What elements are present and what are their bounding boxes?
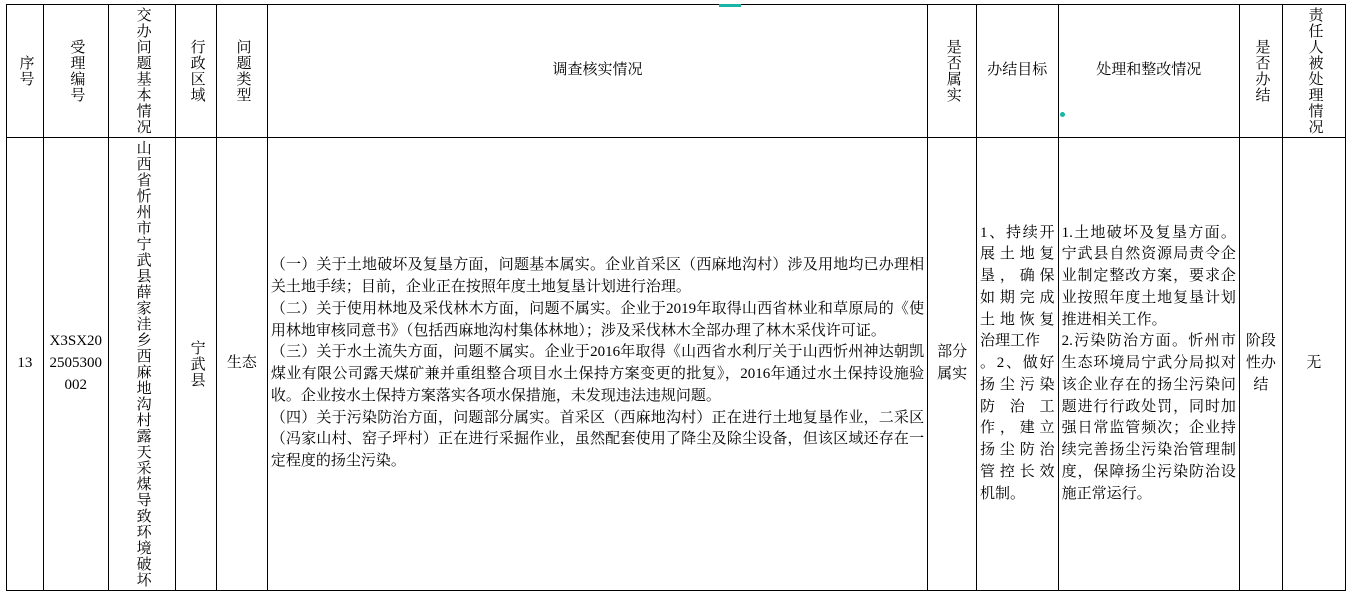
header-investigation [267, 5, 927, 138]
cell-region [176, 138, 217, 591]
document-page [0, 4, 1354, 588]
cell-type: 生态 [216, 138, 267, 591]
cell-handling [1058, 138, 1239, 591]
header-seq [7, 5, 44, 138]
header-investigation-label: 调查核实情况 [552, 62, 643, 79]
report-table [6, 4, 1346, 591]
header-is-done-label: 是否办结 [1253, 39, 1270, 103]
cell-investigation [267, 138, 927, 591]
header-responsible-label: 责任人被处理情况 [1306, 7, 1323, 135]
teal-dot-marker [1060, 112, 1065, 117]
header-goal-label: 办结目标 [987, 62, 1048, 79]
cell-basic-situation [108, 138, 175, 591]
cell-region-text: 宁武县 [188, 340, 205, 388]
header-type-label: 问题类型 [234, 39, 251, 103]
header-handling [1058, 5, 1239, 138]
header-code [43, 5, 108, 138]
table-row [7, 138, 1346, 591]
cell-seq: 13 [7, 138, 44, 591]
header-code-label: 受理编号 [68, 39, 85, 103]
goal-paragraph-2: 。2、做好扬尘污染防治工作，建立扬尘防治管控长效机制。 [980, 355, 1055, 502]
header-is-true-label: 是否属实 [944, 39, 961, 103]
cell-responsible: 无 [1282, 138, 1345, 591]
header-responsible [1282, 5, 1345, 138]
cell-is-true: 部分属实 [928, 138, 977, 591]
header-region [176, 5, 217, 138]
goal-paragraph-1: 1、持续开展土地复垦，确保如期完成土地恢复治理工作 [980, 224, 1055, 350]
investigation-paragraph-3: （三）关于水土流失方面，问题不属实。企业于2016年取得《山西省水利厅关于山西忻州神达朝凯煤业有限公司露天煤矿兼并重组整合项目水土保持方案变更的批复》，2016年通过水土保持设施验收。企业按水土保持方案落实各项水保措施，未发现违法违规问题。 [270, 344, 925, 404]
header-goal [977, 5, 1059, 138]
handling-paragraph-1: 1.土地破坏及复垦方面。宁武县自然资源局责令企业制定整改方案，要求企业按照年度土地复垦计划推进相关工作。 [1061, 224, 1236, 328]
cell-code: X3SX202505300002 [43, 138, 108, 591]
investigation-paragraph-2: （二）关于使用林地及采伐林木方面，问题不属实。企业于2019年取得山西省林业和草原局的《使用林地审核同意书》（包括西麻地沟村集体林地）；涉及采伐林木全部办理了林木采伐许可证。 [270, 300, 925, 339]
header-handling-label: 处理和整改情况 [1096, 62, 1202, 79]
header-basic-situation-label: 交办问题基本情况 [134, 7, 151, 135]
handling-paragraph-2: 2.污染防治方面。忻州市生态环境局宁武分局拟对该企业存在的扬尘污染问题进行行政处罚，同时加强日常监管频次；企业持续完善扬尘污染治管理制度，保障扬尘污染防治设施正常运行。 [1061, 333, 1236, 502]
cell-basic-situation-text: 山西省忻州市宁武县薛家洼乡西麻地沟村露天采煤导致环境破坏 [134, 140, 151, 588]
table-header-row [7, 5, 1346, 138]
header-type [216, 5, 267, 138]
cell-goal [977, 138, 1059, 591]
header-seq-label: 序号 [17, 55, 34, 87]
header-basic-situation [108, 5, 175, 138]
investigation-paragraph-4: （四）关于污染防治方面，问题部分属实。首采区（西麻地沟村）正在进行土地复垦作业，二采区（冯家山村、窑子坪村）正在进行采掘作业，虽然配套使用了降尘及除尘设备，但该区域还存在一定程度的扬尘污染。 [270, 409, 925, 469]
header-region-label: 行政区域 [188, 39, 205, 103]
cell-is-done: 阶段性办结 [1239, 138, 1282, 591]
header-is-done [1239, 5, 1282, 138]
investigation-paragraph-1: （一）关于土地破坏及复垦方面，问题基本属实。企业首采区（西麻地沟村）涉及用地均已办理相关土地手续；目前，企业正在按照年度土地复垦计划进行治理。 [270, 257, 925, 295]
header-is-true [928, 5, 977, 138]
teal-marker [719, 4, 741, 7]
